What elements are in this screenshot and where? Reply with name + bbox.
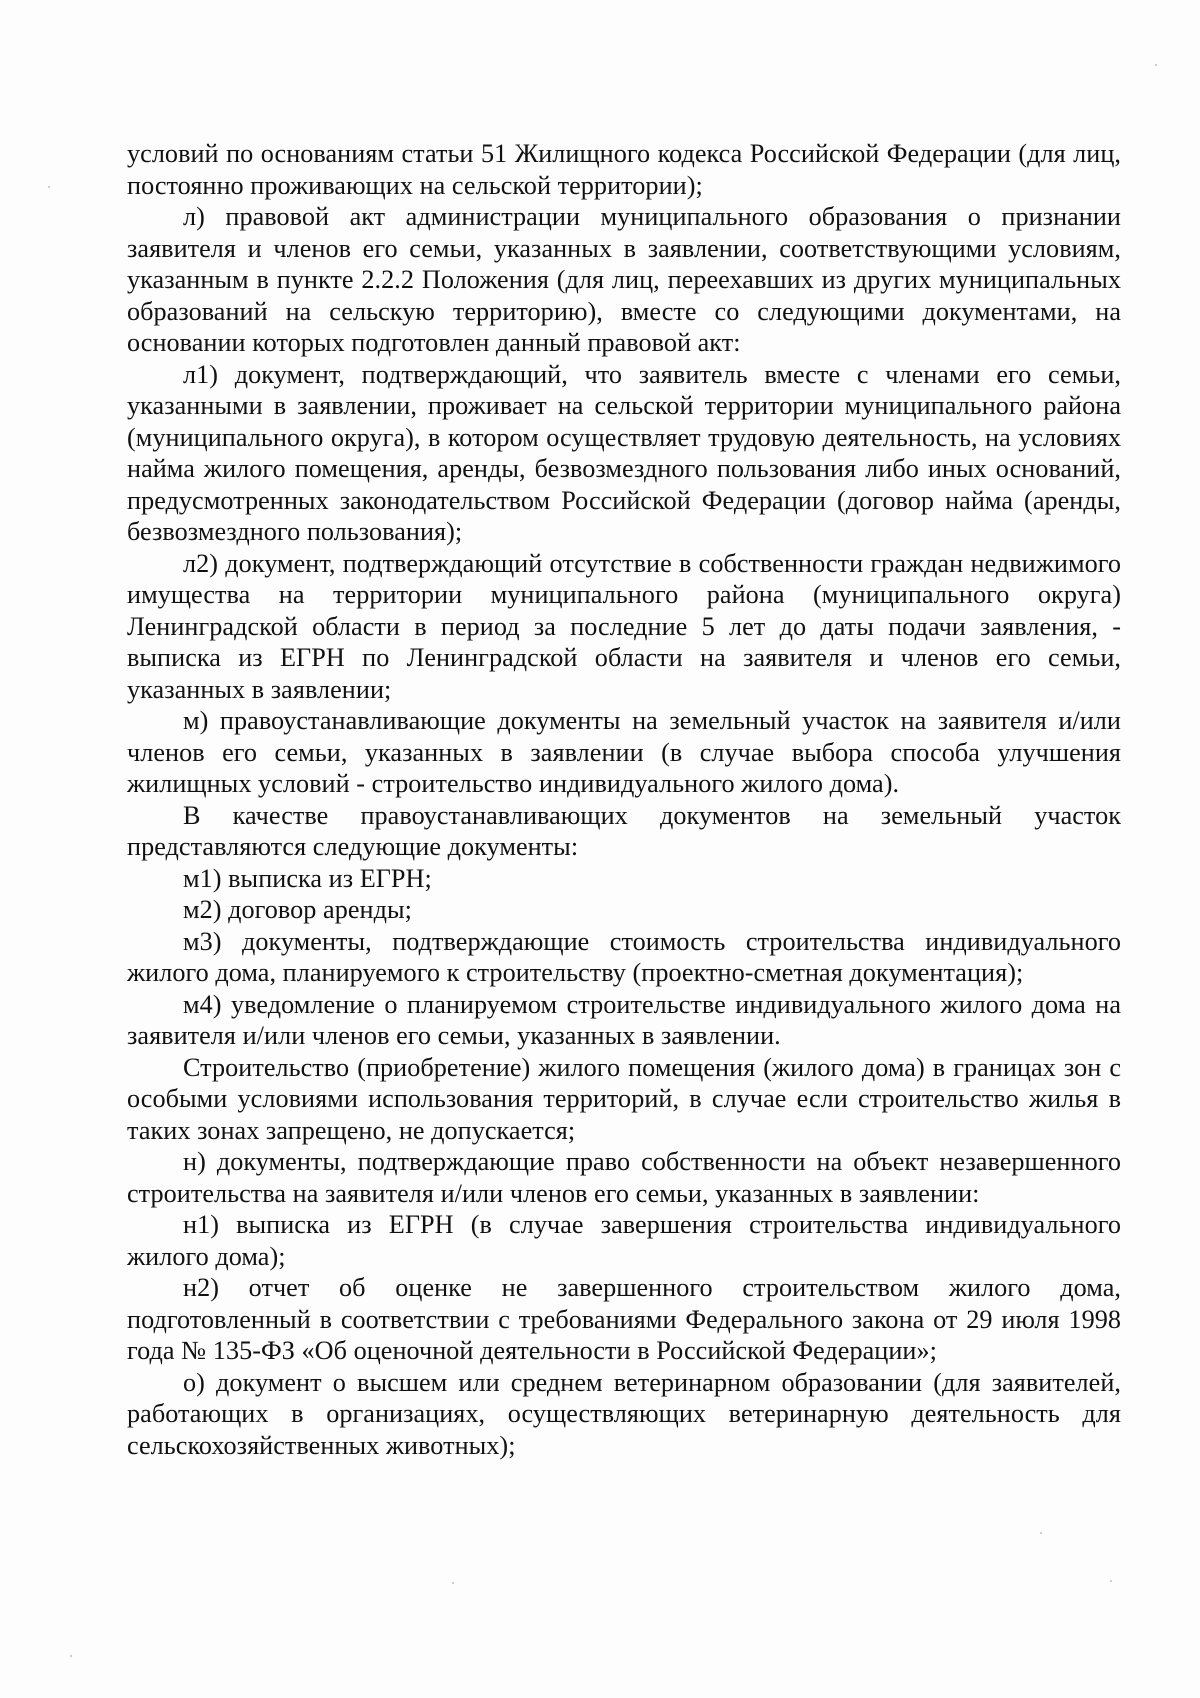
paragraph-item-m4: м4) уведомление о планируемом строительстве индивидуального жилого дома на заявителя и/или членов его семьи, указанных в заявлении. [127,989,1121,1050]
scan-speck [1110,1580,1112,1582]
paragraph-item-n2: н2) отчет об оценке не завершенного строительством жилого дома, подготовленный в соответствии с требованиями Федерального закона от 29 июля 1998 года № 135-ФЗ «Об оценочной деятельности в Российской Федерации»; [127,1273,1121,1365]
scan-speck [1040,1532,1042,1534]
paragraph-item-m3: м3) документы, подтверждающие стоимость строительства индивидуального жилого дома, планируемого к строительству (проектно-сметная документация); [127,926,1121,987]
paragraph-item-o: о) документ о высшем или среднем ветеринарном образовании (для заявителей, работающих в организациях, осуществляющих ветеринарную деятельность для сельскохозяйственных животных); [127,1367,1121,1460]
scan-speck [48,186,50,188]
paragraph-item-l1: л1) документ, подтверждающий, что заявитель вместе с членами его семьи, указанными в заявлении, проживает на сельской территории муниципального района (муниципального округа), в котором осуществляет трудовую деятельность, на условиях найма жилого помещения, аренды, безвозмездного пользования либо иных оснований, предусмотренных законодательством Российской Федерации (договор найма (аренды, безвозмездного пользования); [127,359,1121,546]
document-body [127,138,1121,1461]
paragraph-continuation: условий по основаниям статьи 51 Жилищного кодекса Российской Федерации (для лиц, постоянно проживающих на сельской территории); [127,139,1121,200]
paragraph-item-n: н) документы, подтверждающие право собственности на объект незавершенного строительства на заявителя и/или членов его семьи, указанных в заявлении: [127,1147,1121,1208]
scan-speck [70,1655,72,1657]
paragraph-construction-note: Строительство (приобретение) жилого помещения (жилого дома) в границах зон с особыми условиями использования территорий, в случае если строительство жилья в таких зонах запрещено, не допускается; [127,1052,1121,1145]
paragraph-item-l: л) правовой акт администрации муниципального образования о признании заявителя и членов его семьи, указанных в заявлении, соответствующими условиям, указанным в пункте 2.2.2 Положения (для лиц, переехавших из других муниципальных образований на сельскую территорию), вместе со следующими документами, на основании которых подготовлен данный правовой акт: [127,202,1121,357]
paragraph-item-m1: м1) выписка из ЕГРН; [183,863,432,893]
paragraph-item-m: м) правоустанавливающие документы на земельный участок на заявителя и/или членов его семьи, указанных в заявлении (в случае выбора способа улучшения жилищных условий - строительство индивидуального жилого дома). [127,706,1121,798]
paragraph-item-l2: л2) документ, подтверждающий отсутствие в собственности граждан недвижимого имущества на территории муниципального района (муниципального округа) Ленинградской области в период за последние 5 лет до даты подачи заявления, - выписка из ЕГРН по Ленинградской области на заявителя и членов его семьи, указанных в заявлении; [127,548,1121,704]
paragraph-title-documents: В качестве правоустанавливающих документов на земельный участок представляются следующие документы: [127,800,1121,861]
scan-speck [1155,64,1157,66]
paragraph-item-m2: м2) договор аренды; [183,895,412,924]
scan-speck [452,1582,454,1584]
paragraph-item-n1: н1) выписка из ЕГРН (в случае завершения строительства индивидуального жилого дома); [127,1210,1121,1271]
